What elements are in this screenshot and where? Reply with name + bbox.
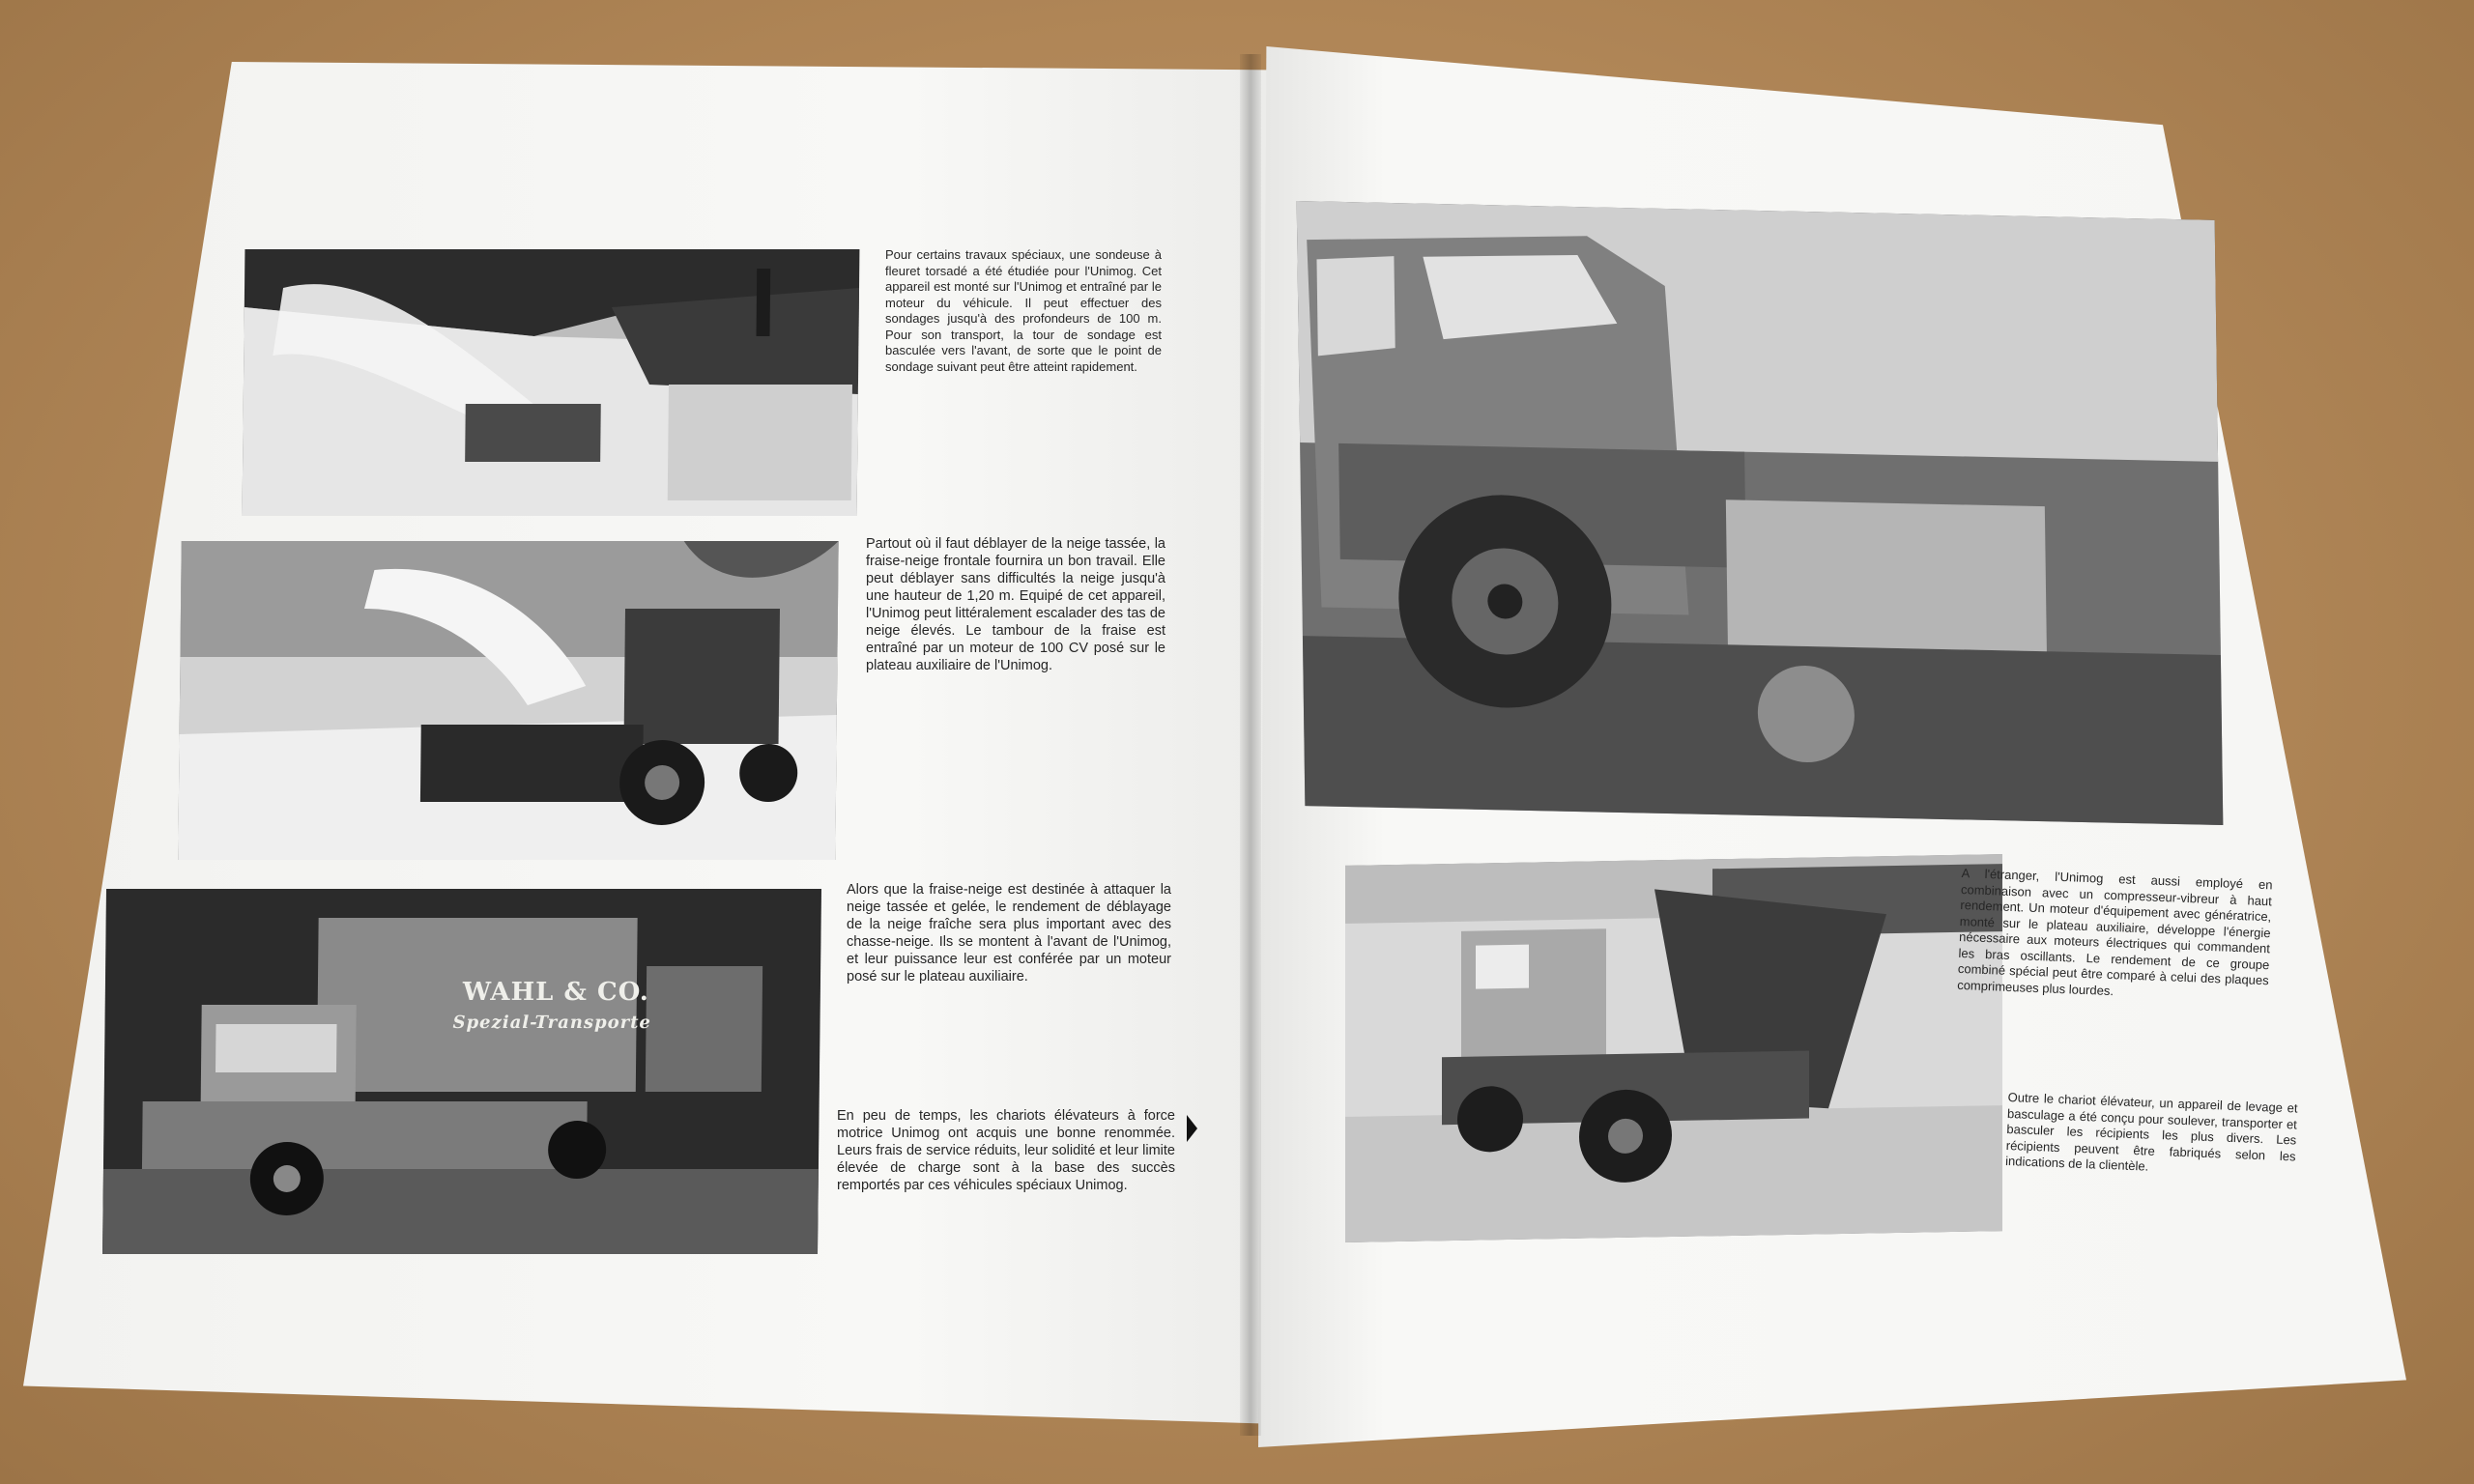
truck-sign-title: WAHL & CO. xyxy=(462,978,650,1007)
next-page-arrow-icon xyxy=(1187,1115,1197,1142)
paragraph-levage: Outre le chariot élévateur, un appareil de levage et basculage a été conçu pour soulever, transporter et basculer les récipients les plus divers. Les récipients peuvent être fabriqués selon les indications de la clientèle. xyxy=(2004,1090,2298,1174)
paragraph-fraise-neige: Partout où il faut déblayer de la neige tassée, la fraise-neige frontale fournira un bon travail. Elle peut déblayer sans difficultés la neige jusqu'à une hauteur de 1,20 m. Equipé de cet appareil, l'Unimog peut littéralement escalader des tas de neige élevés. Le tambour de la fraise est entraîné par un moteur de 100 CV posé sur le plateau auxiliaire de l'Unimog. xyxy=(866,536,1165,673)
photo-snow-drill xyxy=(243,249,860,516)
photo-compactor-truck xyxy=(1297,201,2224,825)
paragraph-compresseur: A l'étranger, l'Unimog est aussi employé en combinaison avec un compresseur-vibreur à haut rendement. Un moteur d'équipement avec génératrice, monté sur le plateau auxiliaire, développe l'énergie nécessaire aux moteurs électriques qui commandent les bras oscillants. Le rendement de ce groupe combiné spécial peut être comparé à celui des plaques comprimeuses plus lourdes. xyxy=(1956,866,2273,998)
photo-snow-blower xyxy=(178,541,838,860)
paragraph-chariots: En peu de temps, les chariots élévateurs à force motrice Unimog ont acquis une bonne renommée. Leurs frais de service réduits, leur solidité et leur limite élevée de charge sont à la base des succès remportés par ces véhicules spéciaux Unimog. xyxy=(837,1108,1175,1193)
paragraph-sondeuse: Pour certains travaux spéciaux, une sondeuse à fleuret torsadé a été étudiée pour l'Unimog. Cet appareil est monté sur l'Unimog et entraîné par le moteur du véhicule. Il peut effectuer des sondages jusqu'à des profondeurs de 100 m. Pour son transport, la tour de sondage est basculée vers l'avant, de sorte que le point de sondage suivant peut être atteint rapidement. xyxy=(885,247,1162,374)
paragraph-chasse-neige: Alors que la fraise-neige est destinée à attaquer la neige tassée et gelée, le rendement de déblayage de la neige fraîche sera plus important avec des chasse-neige. Ils se montent à l'avant de l'Unimog, et leur puissance leur est conférée par un moteur posé sur le plateau auxiliaire. xyxy=(847,882,1171,985)
photo-lifting-unit xyxy=(1345,854,2002,1242)
page-gutter xyxy=(1240,54,1261,1436)
photo-wahl-truck xyxy=(102,889,821,1254)
truck-sign-subtitle: Spezial-Transporte xyxy=(452,1013,652,1033)
